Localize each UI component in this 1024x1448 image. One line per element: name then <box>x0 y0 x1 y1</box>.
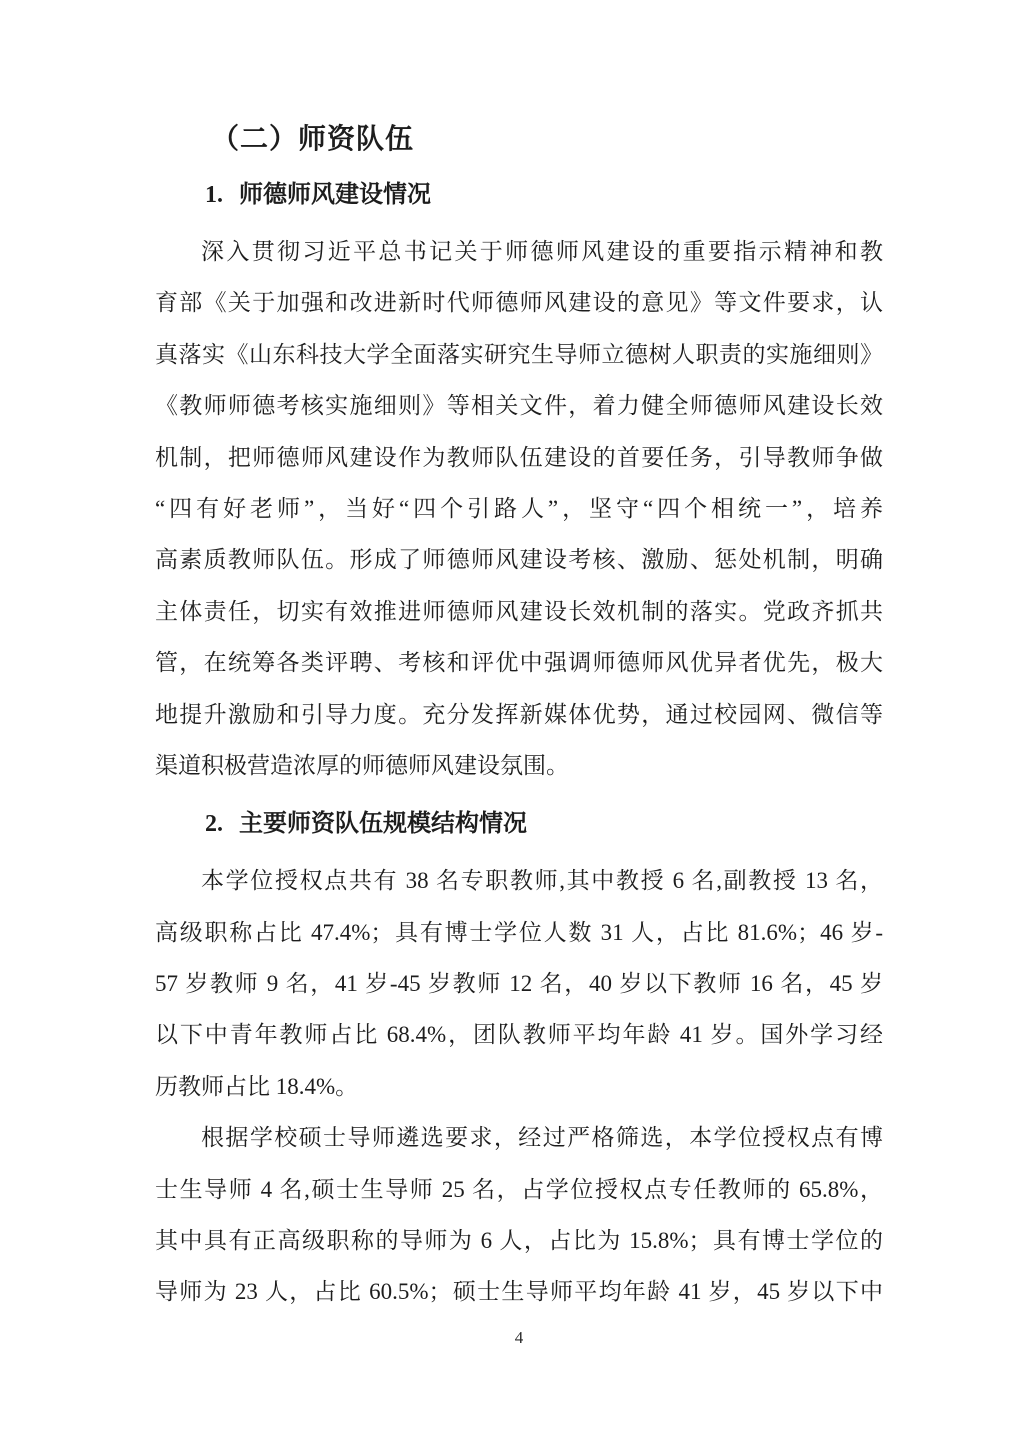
paragraph-3-line-1: 根据学校硕士导师遴选要求，经过严格筛选，本学位授权点有博 <box>201 1125 883 1151</box>
subsection-2-number: 2. <box>205 811 223 838</box>
subsection-2-title: 主要师资队伍规模结构情况 <box>239 811 527 838</box>
paragraph-1 <box>155 226 883 791</box>
paragraph-2-line-4: 以下中青年教师占比 68.4%，团队教师平均年龄 41 岁。国外学习经 <box>155 1022 883 1048</box>
paragraph-3-line-2: 士生导师 4 名,硕士生导师 25 名，占学位授权点专任教师的 65.8%， <box>155 1176 883 1202</box>
paragraph-2-line-3: 57 岁教师 9 名，41 岁-45 岁教师 12 名，40 岁以下教师 16 名，45 岁 <box>155 971 883 997</box>
paragraph-1-line-10: 地提升激励和引导力度。充分发挥新媒体优势，通过校园网、微信等 <box>155 701 883 727</box>
paragraph-3-line-4: 导师为 23 人，占比 60.5%；硕士生导师平均年龄 41 岁，45 岁以下中 <box>155 1279 883 1305</box>
page-number: 4 <box>514 1327 524 1347</box>
paragraph-2-line-2: 高级职称占比 47.4%；具有博士学位人数 31 人，占比 81.6%；46 岁- <box>155 919 883 945</box>
paragraph-2-line-1: 本学位授权点共有 38 名专职教师,其中教授 6 名,副教授 13 名， <box>201 868 883 894</box>
paragraph-1-line-7: 高素质教师队伍。形成了师德师风建设考核、激励、惩处机制，明确 <box>155 547 883 573</box>
section-heading: （二）师资队伍 <box>211 124 415 155</box>
paragraph-1-line-2: 育部《关于加强和改进新时代师德师风建设的意见》等文件要求，认 <box>155 290 883 316</box>
paragraph-1-line-1: 深入贯彻习近平总书记关于师德师风建设的重要指示精神和教 <box>201 239 883 264</box>
subsection-heading-1 <box>205 178 883 212</box>
paragraph-1-line-11: 渠道积极营造浓厚的师德师风建设氛围。 <box>155 752 569 778</box>
paragraph-1-line-5: 机制，把师德师风建设作为教师队伍建设的首要任务，引导教师争做 <box>155 444 883 470</box>
subsection-1-title: 师德师风建设情况 <box>239 182 431 208</box>
subsection-heading-2 <box>205 807 883 841</box>
paragraph-2 <box>155 855 883 1112</box>
paragraph-1-line-8: 主体责任，切实有效推进师德师风建设长效机制的落实。党政齐抓共 <box>155 598 883 624</box>
subsection-1-number: 1. <box>205 182 223 208</box>
paragraph-1-line-9: 管，在统筹各类评聘、考核和评优中强调师德师风优异者优先，极大 <box>155 650 883 676</box>
paragraph-2-line-5: 历教师占比 18.4%。 <box>155 1073 359 1099</box>
paragraph-1-line-3: 真落实《山东科技大学全面落实研究生导师立德树人职责的实施细则》 <box>155 341 883 367</box>
paragraph-1-line-6: “四有好老师”，当好“四个引路人”，坚守“四个相统一”，培养 <box>155 495 883 521</box>
paragraph-3 <box>155 1112 883 1318</box>
paragraph-3-line-3: 其中具有正高级职称的导师为 6 人，占比为 15.8%；具有博士学位的 <box>155 1228 883 1254</box>
paragraph-1-line-4: 《教师师德考核实施细则》等相关文件，着力健全师德师风建设长效 <box>155 393 883 419</box>
